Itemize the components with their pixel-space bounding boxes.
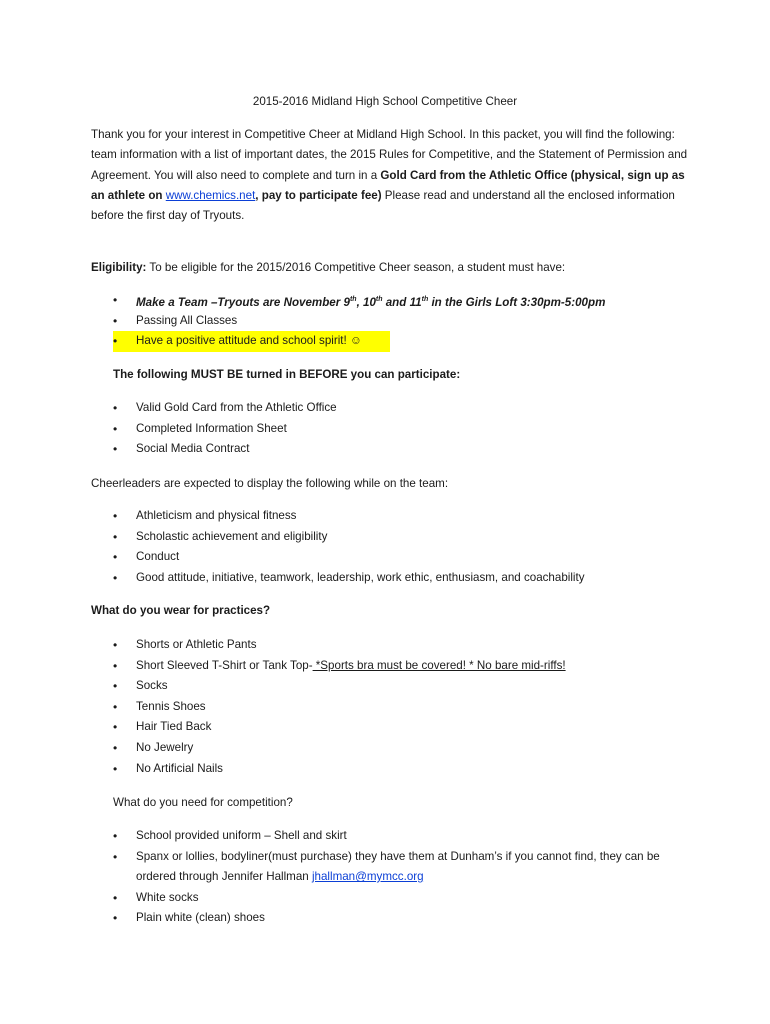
list-item: • Social Media Contract: [113, 439, 337, 460]
chemics-link[interactable]: www.chemics.net: [165, 188, 256, 202]
list-item: • Plain white (clean) shoes: [113, 908, 676, 929]
list-item: • Completed Information Sheet: [113, 419, 337, 440]
list-item: • Athleticism and physical fitness: [113, 506, 585, 527]
list-item: • Socks: [113, 676, 566, 697]
eligibility-list: [113, 290, 605, 352]
email-link[interactable]: jhallman@mymcc.org: [311, 870, 424, 884]
list-item: • Hair Tied Back: [113, 717, 566, 738]
list-item: • Conduct: [113, 547, 585, 568]
list-item: • Shorts or Athletic Pants: [113, 635, 566, 656]
expected-heading: Cheerleaders are expected to display the following while on the team:: [91, 477, 449, 490]
list-item: • Spanx or lollies, bodyliner(must purchase) they have them at Dunham’s if you cannot find, they can be ordered through Jennifer Hallman jhallman@mymcc.org: [113, 847, 676, 888]
list-item: • Make a Team –Tryouts are November 9th, 10th and 11th in the Girls Loft 3:30pm-5:00pm: [113, 290, 605, 311]
list-item: • Tennis Shoes: [113, 697, 566, 718]
list-item: • Short Sleeved T-Shirt or Tank Top- *Sports bra must be covered! * No bare mid-riffs!: [113, 656, 566, 677]
list-item: • Valid Gold Card from the Athletic Office: [113, 398, 337, 419]
intro-paragraph: Thank you for your interest in Competitive Cheer at Midland High School. In this packet, you will find the following: team information with a list of important dates, the 2015 Rules for Competitive, and the Statement of Permission and Agreement. You will also need to complete and turn in a Gold Card from the Athletic Office (physical, sign up as an athlete on www.chemics.net, pay to participate fee) Please read and understand all the enclosed information before the first day of Tryouts.: [91, 128, 688, 223]
practice-heading: What do you wear for practices?: [91, 604, 271, 617]
turn-in-list: [113, 398, 337, 460]
competition-list: [113, 826, 676, 929]
list-item: • No Jewelry: [113, 738, 566, 759]
list-item: • Passing All Classes: [113, 311, 605, 332]
practice-list: [113, 635, 566, 779]
competition-heading: What do you need for competition?: [113, 796, 293, 809]
eligibility-heading: Eligibility: To be eligible for the 2015/2016 Competitive Cheer season, a student must have:: [91, 261, 566, 274]
list-item: • School provided uniform – Shell and skirt: [113, 826, 676, 847]
turn-in-heading: The following MUST BE turned in BEFORE you can participate:: [113, 368, 461, 381]
list-item: • No Artificial Nails: [113, 759, 566, 780]
list-item: • White socks: [113, 888, 676, 909]
document-title: 2015-2016 Midland High School Competitive Cheer: [252, 95, 518, 108]
list-item: • Good attitude, initiative, teamwork, leadership, work ethic, enthusiasm, and coachability: [113, 568, 585, 589]
list-item: • Scholastic achievement and eligibility: [113, 527, 585, 548]
list-item-highlighted: • Have a positive attitude and school spirit! ☺: [113, 331, 390, 352]
expected-list: [113, 506, 585, 588]
